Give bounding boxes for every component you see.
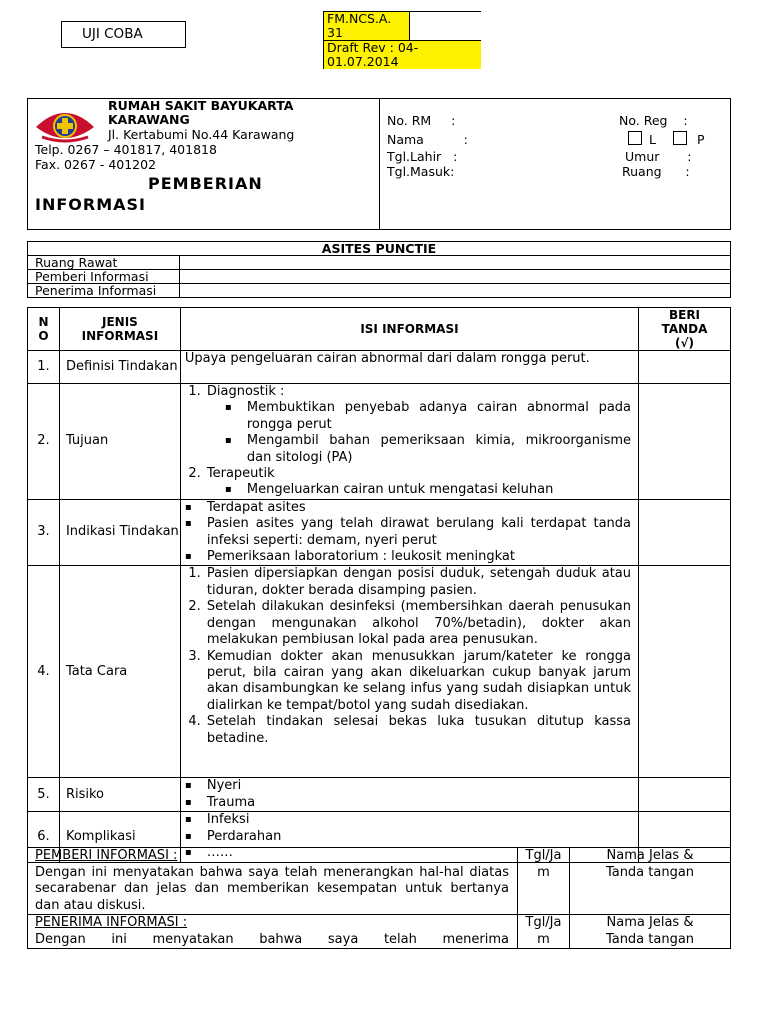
sex-p-checkbox[interactable] [673, 131, 687, 145]
ruang-rawat-label: Ruang Rawat [28, 256, 180, 270]
row-number: 5. [28, 778, 60, 812]
row-isi [180, 384, 638, 500]
list-item: 4. Setelah tindakan selesai bekas luka tusukan ditutup kassa betadine. [205, 714, 631, 747]
hospital-telephone: Telp. 0267 – 401817, 401818 [35, 142, 217, 157]
row-number: 6. [28, 812, 60, 862]
pemberi-statement [28, 848, 518, 915]
sex-l-checkbox[interactable] [628, 131, 642, 145]
draft-revision: Draft Rev : 04- 01.07.2014 [324, 41, 481, 69]
table-row [28, 499, 731, 566]
form-code: FM.NCS.A. 31 [324, 12, 410, 41]
sex-p-label: P [697, 132, 705, 147]
header-divider [379, 99, 380, 229]
list-item: ▪ Membuktikan penyebab adanya cairan abnormal pada rongga perut [207, 400, 631, 433]
form-code-empty-cell [410, 12, 481, 41]
pemberi-text: Dengan ini menyatakan bahwa saya telah menerangkan hal-hal diatas secarabenar dan jelas dan memberikan kesempatan untuk bertanya dan atau diskusi. [35, 864, 509, 913]
list-item: ▪ Terdapat asites [185, 500, 631, 516]
penerima-statement [28, 915, 518, 949]
list-item: ▪ Infeksi [185, 812, 631, 828]
tujuan-list [185, 384, 631, 499]
row-isi [180, 566, 638, 778]
group-label: Terapeutik [206, 466, 275, 482]
form-header [27, 98, 731, 230]
row-number: 1. [28, 351, 60, 384]
list-item [205, 466, 631, 499]
row-number: 3. [28, 499, 60, 566]
procedure-meta-table [27, 241, 731, 298]
row-jenis: Risiko [59, 778, 180, 812]
row-jenis: Definisi Tindakan [59, 351, 180, 384]
row-number: 2. [28, 384, 60, 500]
list-item: 2. Setelah dilakukan desinfeksi (membersihkan daerah penusukan dengan mengunakan alkohol 70%/betadin), dokter akan melakukan pembiusan lokal pada area penusukan. [205, 599, 631, 648]
row-jenis: Tata Cara [59, 566, 180, 778]
pemberi-informasi-label: Pemberi Informasi [28, 270, 180, 284]
row-check-cell[interactable] [639, 384, 731, 500]
header-isi: ISI INFORMASI [180, 308, 638, 351]
row-jenis: Komplikasi [59, 812, 180, 862]
ruang-field[interactable]: Ruang : [622, 164, 690, 179]
list-item: ▪ Pasien asites yang telah dirawat berulang kali terdapat tanda infeksi seperti: demam, nyeri perut [185, 516, 631, 549]
penerima-informasi-label: Penerima Informasi [28, 284, 180, 298]
header-beri-tanda: BERI TANDA (√) [639, 308, 731, 351]
hospital-address: Jl. Kertabumi No.44 Karawang [108, 127, 295, 142]
list-item: ▪ Pemeriksaan laboratorium : leukosit meningkat [185, 549, 631, 565]
penerima-title: PENERIMA INFORMASI : [35, 915, 188, 930]
pemberi-title: PEMBERI INFORMASI : [35, 848, 178, 863]
form-title-line-1: PEMBERIAN [148, 174, 263, 193]
table-row [28, 566, 731, 778]
hospital-fax: Fax. 0267 - 401202 [35, 157, 157, 172]
form-title-line-2: INFORMASI [35, 195, 146, 214]
ruang-rawat-value[interactable] [180, 256, 731, 270]
row-check-cell[interactable] [639, 351, 731, 384]
umur-field[interactable]: Umur : [625, 149, 692, 164]
list-item [205, 384, 631, 466]
pemberi-tgl-jam[interactable]: Tgl/Ja m [518, 848, 570, 915]
list-item: ▪ Trauma [185, 795, 631, 811]
pemberi-nama-ttd[interactable]: Nama Jelas & Tanda tangan [570, 848, 731, 915]
uji-coba-label: UJI COBA [61, 21, 186, 48]
list-item: 3. Kemudian dokter akan menusukkan jarum/kateter ke rongga perut, bila cairan yang akan dikeluarkan cukup banyak jarum akan disambungkan ke selang infus yang sudah disiapkan untuk dialirkan ke tempat/botol yang sudah disediakan. [205, 649, 631, 715]
no-rm-field[interactable]: No. RM : [387, 113, 456, 128]
table-row [28, 778, 731, 812]
row-isi [180, 499, 638, 566]
list-item: ▪ Mengambil bahan pemeriksaan kimia, mikroorganisme dan sitologi (PA) [207, 433, 631, 466]
penerima-informasi-value[interactable] [180, 284, 731, 298]
list-item: 1. Pasien dipersiapkan dengan posisi duduk, setengah duduk atau tiduran, dokter berada disamping pasien. [205, 566, 631, 599]
row-jenis: Indikasi Tindakan [59, 499, 180, 566]
form-code-box [323, 11, 481, 69]
signature-table [27, 847, 731, 949]
table-row [28, 351, 731, 384]
row-jenis: Tujuan [59, 384, 180, 500]
header-no: N O [28, 308, 60, 351]
list-item: ▪ …… [185, 845, 631, 861]
form-title [35, 173, 335, 215]
nama-field[interactable]: Nama : [387, 132, 468, 147]
sex-l-label: L [649, 132, 656, 147]
row-check-cell[interactable] [639, 566, 731, 778]
row-isi: Upaya pengeluaran cairan abnormal dari dalam rongga perut. [180, 351, 638, 384]
penerima-tgl-jam[interactable]: Tgl/Ja m [518, 915, 570, 949]
no-reg-field[interactable]: No. Reg : [619, 113, 688, 128]
row-check-cell[interactable] [639, 499, 731, 566]
hospital-logo-icon [34, 105, 96, 145]
tata-cara-list [185, 566, 631, 746]
row-isi [180, 778, 638, 812]
group-label: Diagnostik : [206, 384, 285, 399]
penerima-nama-ttd[interactable]: Nama Jelas & Tanda tangan [570, 915, 731, 949]
row-check-cell[interactable] [639, 778, 731, 812]
tgl-lahir-field[interactable]: Tgl.Lahir : [387, 149, 458, 164]
penerima-text: Dengan ini menyatakan bahwa saya telah menerima [35, 931, 509, 947]
header-jenis: JENIS INFORMASI [59, 308, 180, 351]
table-row [28, 384, 731, 500]
list-item: ▪ Nyeri [185, 778, 631, 794]
list-item: ▪ Mengeluarkan cairan untuk mengatasi keluhan [207, 482, 631, 498]
procedure-title: ASITES PUNCTIE [28, 242, 731, 256]
tgl-masuk-field[interactable]: Tgl.Masuk: [387, 164, 455, 179]
list-item: ▪ Perdarahan [185, 829, 631, 845]
row-number: 4. [28, 566, 60, 778]
pemberi-informasi-value[interactable] [180, 270, 731, 284]
information-table [27, 307, 731, 863]
hospital-name: RUMAH SAKIT BAYUKARTA KARAWANG [108, 98, 294, 127]
